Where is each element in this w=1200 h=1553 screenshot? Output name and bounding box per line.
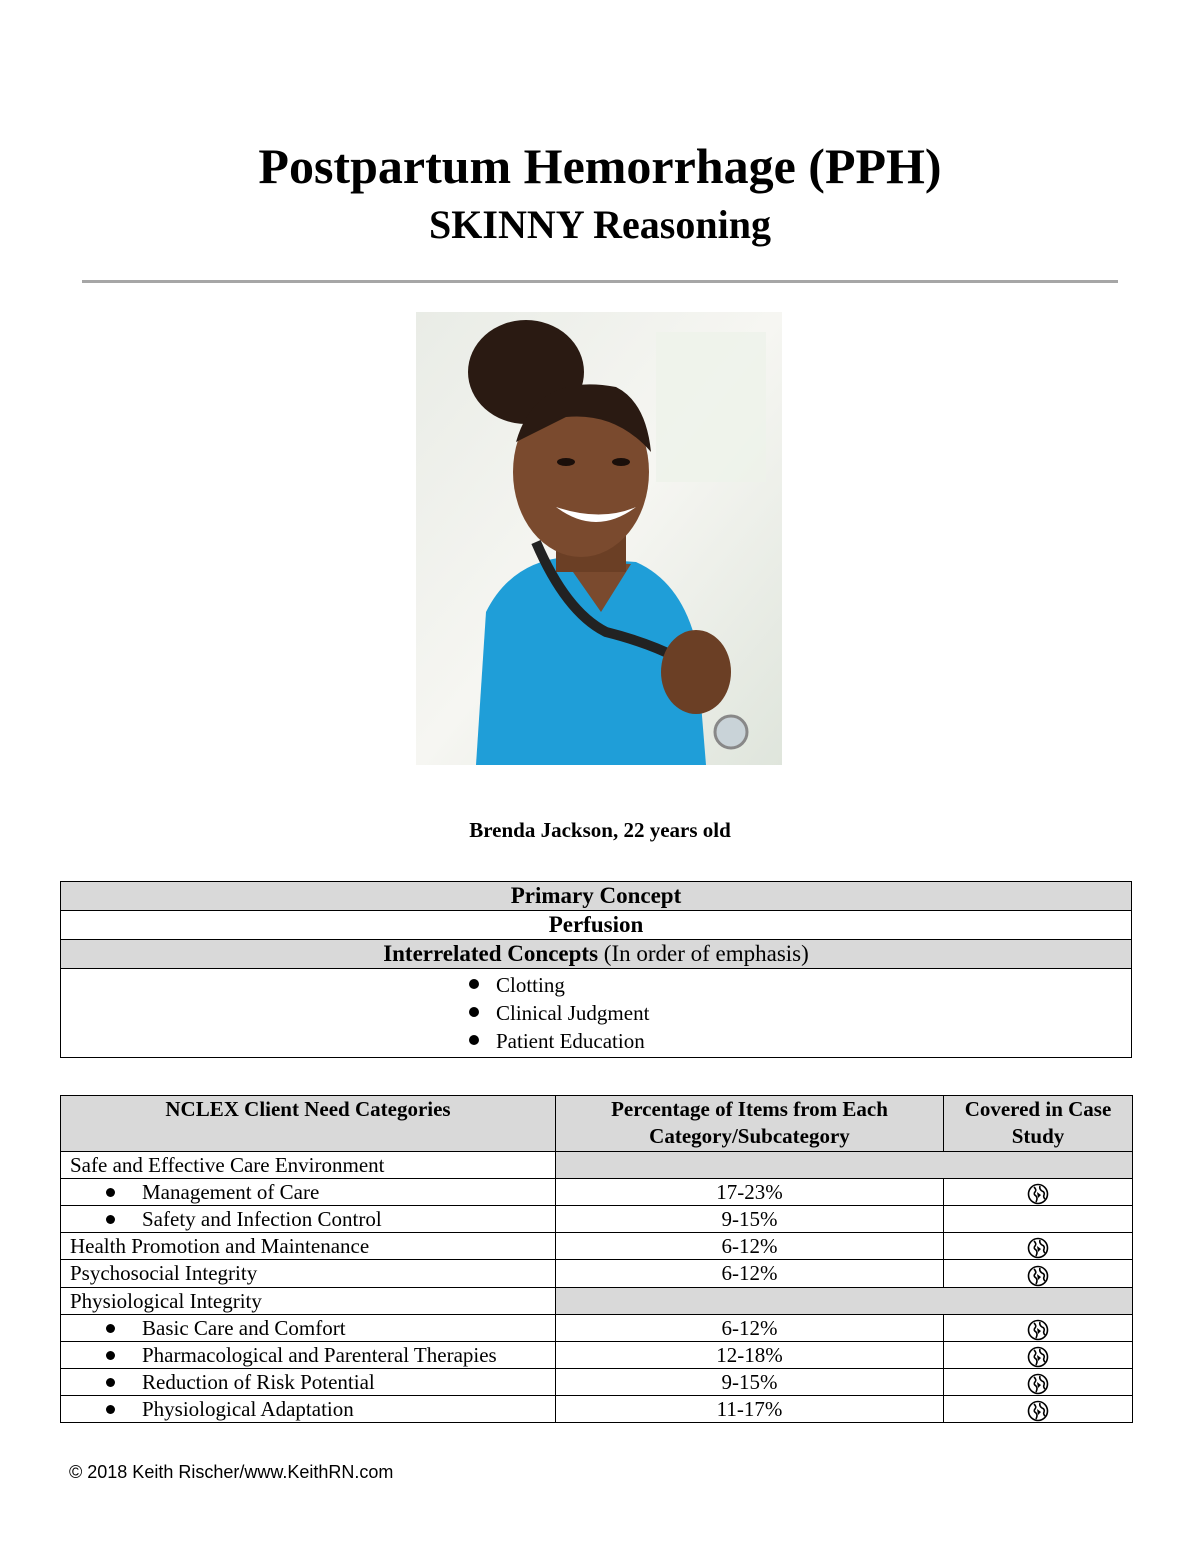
subcategory-label: Safety and Infection Control <box>61 1206 556 1233</box>
globe-check-icon <box>1027 1237 1049 1259</box>
list-item: Patient Education <box>61 1027 1131 1055</box>
globe-check-icon <box>1027 1400 1049 1422</box>
table-row <box>61 1287 1133 1314</box>
globe-check-icon <box>1027 1373 1049 1395</box>
table-row <box>61 1260 1133 1287</box>
column-header-categories: NCLEX Client Need Categories <box>61 1096 556 1152</box>
globe-check-icon <box>1027 1183 1049 1205</box>
interrelated-concepts-heading <box>61 940 1132 969</box>
percentage-cell: 17-23% <box>556 1179 944 1206</box>
list-item: Clotting <box>61 971 1131 999</box>
table-row <box>61 1396 1133 1423</box>
globe-check-icon <box>1027 1346 1049 1368</box>
bullet-icon <box>469 1035 479 1045</box>
category-label: Health Promotion and Maintenance <box>61 1233 556 1260</box>
patient-caption: Brenda Jackson, 22 years old <box>469 818 731 842</box>
column-header-covered: Covered in Case Study <box>944 1096 1133 1152</box>
table-row <box>61 1206 1133 1233</box>
percentage-cell: 6-12% <box>556 1314 944 1341</box>
interrelated-concepts-list <box>61 969 1132 1058</box>
table-row <box>61 1341 1133 1368</box>
covered-cell <box>944 1368 1133 1395</box>
list-item: Clinical Judgment <box>61 999 1131 1027</box>
category-spacer <box>556 1287 1133 1314</box>
column-header-percentage: Percentage of Items from Each Category/Subcategory <box>556 1096 944 1152</box>
document-subtitle: SKINNY Reasoning <box>429 202 771 247</box>
percentage-cell: 9-15% <box>556 1206 944 1233</box>
category-label: Physiological Integrity <box>61 1287 556 1314</box>
subcategory-label: Reduction of Risk Potential <box>61 1368 556 1395</box>
percentage-cell: 6-12% <box>556 1260 944 1287</box>
covered-cell <box>944 1341 1133 1368</box>
bullet-icon <box>106 1188 115 1197</box>
primary-concept-heading: Primary Concept <box>61 882 1132 911</box>
primary-concept-value: Perfusion <box>61 911 1132 940</box>
subcategory-label: Pharmacological and Parenteral Therapies <box>61 1341 556 1368</box>
table-row <box>61 1152 1133 1179</box>
subcategory-label: Basic Care and Comfort <box>61 1314 556 1341</box>
table-row <box>61 1179 1133 1206</box>
patient-photo <box>416 312 782 765</box>
covered-cell <box>944 1314 1133 1341</box>
covered-cell <box>944 1396 1133 1423</box>
globe-check-icon <box>1027 1319 1049 1341</box>
category-label: Safe and Effective Care Environment <box>61 1152 556 1179</box>
table-header-row <box>61 1096 1133 1152</box>
interrelated-heading-label: Interrelated Concepts <box>383 941 599 966</box>
bullet-icon <box>469 979 479 989</box>
table-row <box>61 1368 1133 1395</box>
table-row <box>61 1314 1133 1341</box>
bullet-icon <box>469 1007 479 1017</box>
bullet-icon <box>106 1215 115 1224</box>
category-label: Psychosocial Integrity <box>61 1260 556 1287</box>
percentage-cell: 6-12% <box>556 1233 944 1260</box>
nclex-table <box>60 1095 1133 1423</box>
bullet-icon <box>106 1351 115 1360</box>
table-row <box>61 1233 1133 1260</box>
copyright-footer: © 2018 Keith Rischer/www.KeithRN.com <box>69 1462 394 1482</box>
globe-check-icon <box>1027 1265 1049 1287</box>
covered-cell <box>944 1206 1133 1233</box>
covered-cell <box>944 1260 1133 1287</box>
bullet-icon <box>106 1324 115 1333</box>
percentage-cell: 11-17% <box>556 1396 944 1423</box>
interrelated-heading-note: (In order of emphasis) <box>603 941 809 966</box>
document-title: Postpartum Hemorrhage (PPH) <box>258 138 942 194</box>
percentage-cell: 12-18% <box>556 1341 944 1368</box>
bullet-icon <box>106 1378 115 1387</box>
bullet-icon <box>106 1405 115 1414</box>
concept-table <box>60 881 1132 1058</box>
covered-cell <box>944 1179 1133 1206</box>
percentage-cell: 9-15% <box>556 1368 944 1395</box>
title-divider <box>82 280 1118 283</box>
category-spacer <box>556 1152 1133 1179</box>
covered-cell <box>944 1233 1133 1260</box>
subcategory-label: Management of Care <box>61 1179 556 1206</box>
subcategory-label: Physiological Adaptation <box>61 1396 556 1423</box>
